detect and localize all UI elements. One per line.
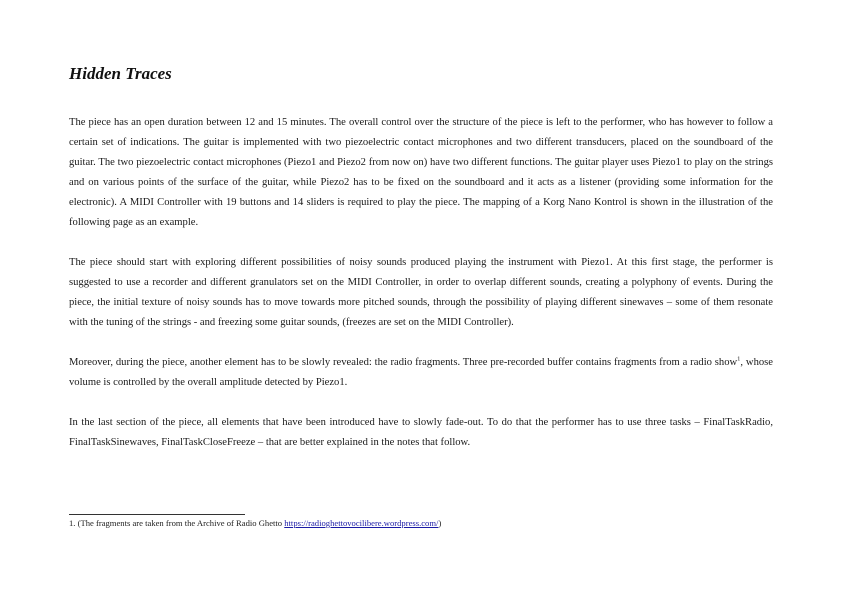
paragraph-start: The piece should start with exploring different possibilities of noisy sounds produced playing the instrument with Piezo1. At this first stage, the performer is suggested to use a recorder and different granulators set on the MIDI Controller, in order to overlap different sounds, creating a polyphony of events. During the piece, the initial texture of noisy sounds has to move towards more pitched sounds, through the possibility of playing different sinewaves – some of them resonate with the tuning of the strings - and freezing some guitar sounds, (freezes are set on the MIDI Controller). <box>69 257 773 328</box>
paragraph-radio-text-end: , whose volume is controlled by the overall amplitude detected by Piezo1. <box>69 357 773 388</box>
document-title: Hidden Traces <box>69 64 172 83</box>
footnote-text: 1. (The fragments are taken from the Archive of Radio Ghetto <box>69 518 285 528</box>
footnote-closing: ) <box>438 518 442 528</box>
footnote <box>69 518 441 528</box>
footnote-link[interactable]: https://radioghettovocilibere.wordpress.com/ <box>284 518 439 528</box>
paragraph-radio-text: Moreover, during the piece, another element has to be slowly revealed: the radio fragments. Three pre-recorded buffer contains fragments from a radio show <box>69 357 738 368</box>
paragraph-radio <box>69 353 773 393</box>
footnote-reference[interactable]: 1 <box>737 355 741 363</box>
footnote-divider <box>69 514 245 515</box>
paragraph-ending: In the last section of the piece, all elements that have been introduced have to slowly fade-out. To do that the performer has to use three tasks – FinalTaskRadio, FinalTaskSinewaves, FinalTaskCloseFreeze – that are better explained in the notes that follow. <box>69 417 773 448</box>
paragraph-intro: The piece has an open duration between 12 and 15 minutes. The overall control over the structure of the piece is left to the performer, who has however to follow a certain set of indications. The guitar is implemented with two piezoelectric contact microphones and two different transducers, placed on the soundboard of the guitar. The two piezoelectric contact microphones (Piezo1 and Piezo2 from now on) have two different functions. The guitar player uses Piezo1 to play on the strings and on various points of the surface of the guitar, while Piezo2 has to be fixed on the soundboard and it acts as a listener (providing some information for the electronic). A MIDI Controller with 19 buttons and 14 sliders is required to play the piece. The mapping of a Korg Nano Kontrol is shown in the illustration of the following page as an example. <box>69 117 773 228</box>
document-body <box>69 113 773 473</box>
